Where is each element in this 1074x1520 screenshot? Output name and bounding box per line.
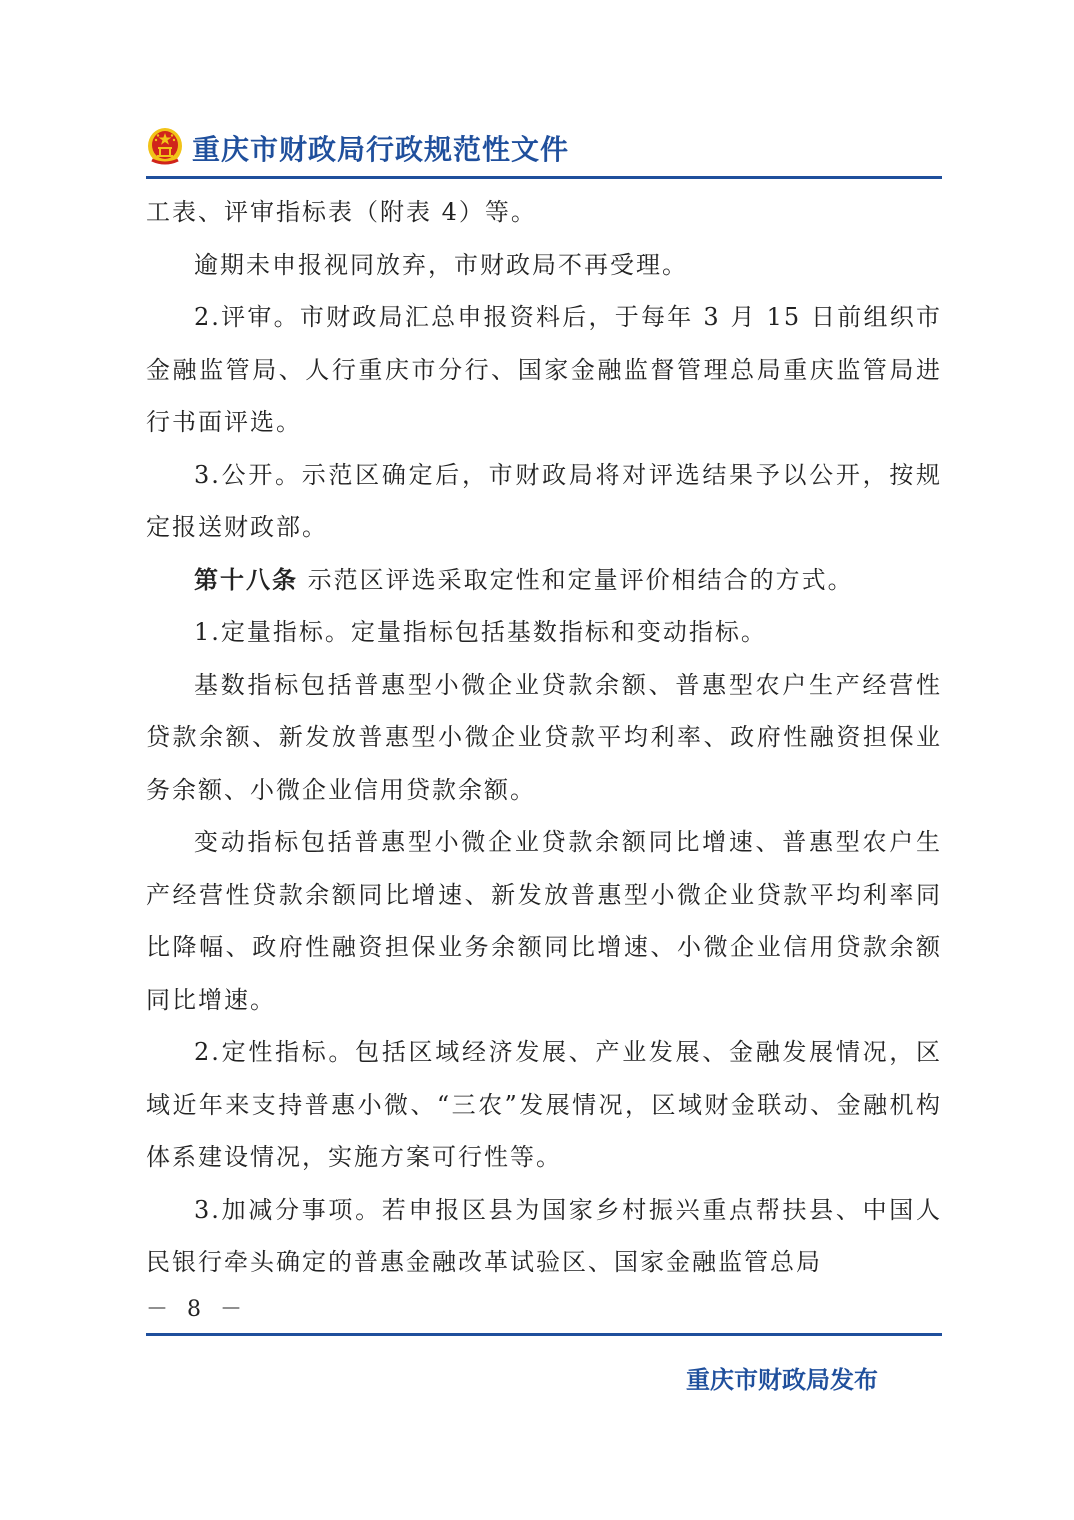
header-title: 重庆市财政局行政规范性文件 (192, 133, 570, 166)
document-body (146, 186, 942, 1289)
document-header (146, 124, 942, 176)
paragraph-4: 3.公开。示范区确定后，市财政局将对评选结果予以公开，按规定报送财政部。 (146, 460, 942, 541)
paragraph-3: 2.评审。市财政局汇总申报资料后，于每年 3 月 15 日前组织市金融监管局、人行重庆市分行、国家金融监督管理总局重庆监管局进行书面评选。 (146, 303, 942, 436)
paragraph-7: 基数指标包括普惠型小微企业贷款余额、普惠型农户生产经营性贷款余额、新发放普惠型小微企业贷款平均利率、政府性融资担保业务余额、小微企业信用贷款余额。 (146, 670, 942, 804)
paragraph-2: 逾期未申报视同放弃，市财政局不再受理。 (194, 250, 688, 279)
article-18-text: 示范区评选采取定性和定量评价相结合的方式。 (298, 565, 854, 594)
paragraph-1: 工表、评审指标表（附表 4）等。 (146, 198, 537, 226)
header-divider (146, 176, 942, 179)
footer-divider (146, 1333, 942, 1336)
paragraph-6: 1.定量指标。定量指标包括基数指标和变动指标。 (194, 618, 767, 646)
national-emblem-icon (146, 126, 184, 166)
paragraph-8: 变动指标包括普惠型小微企业贷款余额同比增速、普惠型农户生产经营性贷款余额同比增速、新发放普惠型小微企业贷款平均利率同比降幅、政府性融资担保业务余额同比增速、小微企业信用贷款余额同比增速。 (146, 828, 942, 1014)
paragraph-9: 2.定性指标。包括区域经济发展、产业发展、金融发展情况，区域近年来支持普惠小微、“三农”发展情况，区域财金联动、金融机构体系建设情况，实施方案可行性等。 (146, 1038, 942, 1171)
publisher-label: 重庆市财政局发布 (686, 1366, 878, 1394)
paragraph-10: 3.加减分事项。若申报区县为国家乡村振兴重点帮扶县、中国人民银行牵头确定的普惠金融改革试验区、国家金融监管总局 (146, 1195, 942, 1276)
page-number: － 8 － (146, 1297, 248, 1322)
article-18 (146, 554, 942, 607)
article-18-heading: 第十八条 (194, 564, 298, 594)
